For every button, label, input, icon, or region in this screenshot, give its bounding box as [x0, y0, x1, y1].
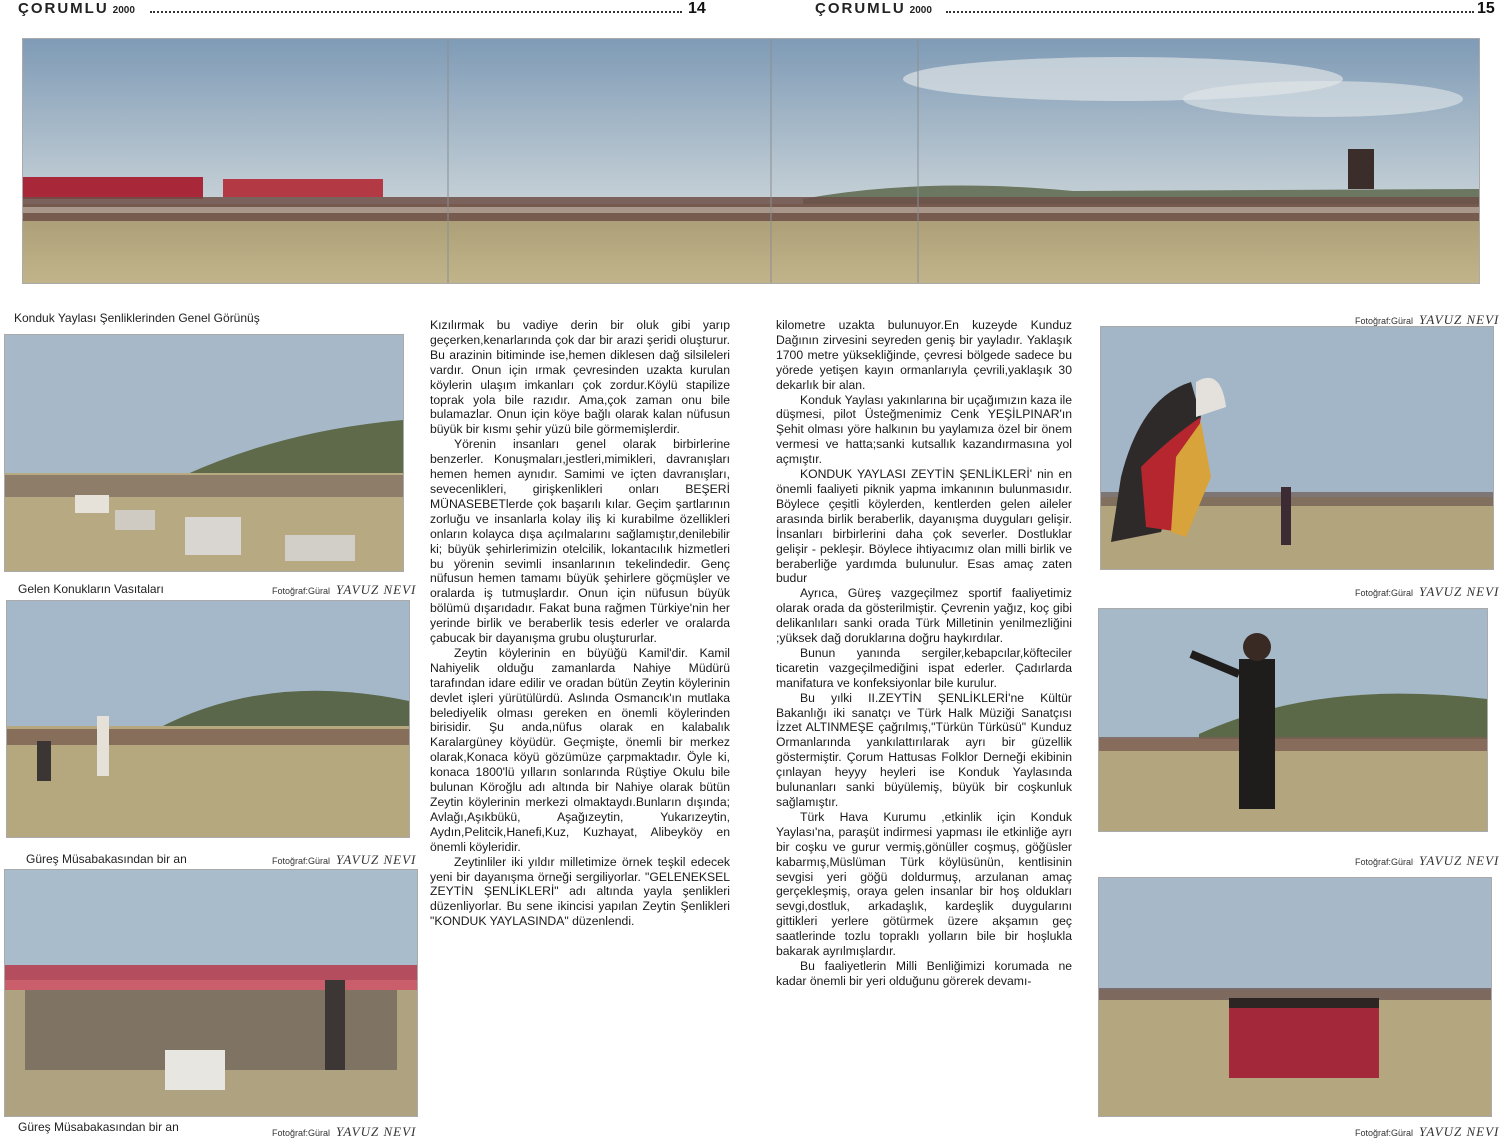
- photo-credit-7: [1355, 853, 1499, 869]
- paragraph: Yörenin insanları genel olarak birbirlerine benzerler. Konuşmaları,jestleri,mimikleri, davranışları hemen hemen aynıdır. Samimi ve içten davranışları, sevecenlikleri, girişkenlikleri onları BEŞERİ MÜNASEBETlerde çok başarılı kılar. Geçim şartlarının zorluğu ve insanlarla kolay iliş ki kurabilme özellikleri onların kolayca dışa açılmalarını sağlamıştır,denilebilir ki; büyük şehirlerimizin otelcilik, lokantacılık hizmetleri bu yörenin sevimli insanlarının tekelindedir. Genç nüfusun hemen tamamı büyük şehirlere göçmüşler ve oralarda iş tutmuşlardır. Onun için nüfusun büyük bölümü dışarıdadır. Fakat buna rağmen Türkiye'nin her yerinde birlik ve beraberlik tesis ederler ve oralarda çabucak bir dayanışma grubu oluştururlar.: [430, 437, 730, 646]
- panorama-photo: [22, 38, 1480, 284]
- credit-signature: YAVUZ NEVI: [1419, 312, 1500, 327]
- photo-credit-6: [1355, 584, 1499, 600]
- paragraph: KONDUK YAYLASI ZEYTİN ŞENLİKLERİ' nin en önemli faaliyeti piknik yapma imkanının bulunmasıdır. Böylece çeşitli köylerden, kentlerden gelen aileler arasında birlik beraberlik, dayanışma duyguları gelişir. İnsanları birbirlerini daha çok severler. Dostluklar gelişir - pekleşir. Böylece ihtiyacımız olan milli birlik ve beraberliğe yardımda bulunulur. Esas amaç zaten budur: [776, 467, 1072, 586]
- running-head-left: [18, 0, 135, 16]
- paragraph: Zeytinliler iki yıldır milletimize örnek teşkil edecek yeni bir dayanışma örneği sergiliyorlar. "GELENEKSEL ZEYTİN ŞENLİKLERİ" adı altında yayla şenlikleri düzenliyorlar. Bu sene ikincisi yapılan Zeytin Şenlikleri "KONDUK YAYLASINDA" düzenlendi.: [430, 854, 730, 929]
- credit-signature: YAVUZ NEVI: [336, 1124, 417, 1139]
- paragraph: Konduk Yaylası yakınlarına bir uçağımızın kaza ile düşmesi, pilot Üsteğmenimiz Cenk YEŞİLPINAR'ın Şehit olması yöre halkının bu yaylamıza özel bir önem vermesi ve hatta;sanki kutsallık kazandırmasına yol açmıştır.: [776, 392, 1072, 467]
- photo-parachute: [1100, 326, 1494, 570]
- credit-signature: YAVUZ NEVI: [1419, 1124, 1500, 1139]
- photo-caption-4: Güreş Müsabakasından bir an: [18, 1120, 179, 1134]
- year-left: 2000: [112, 5, 135, 16]
- photo-wrestling-1: [6, 600, 410, 838]
- credit-signature: YAVUZ NEVI: [1419, 853, 1500, 868]
- photo-singer: [1098, 608, 1488, 832]
- paragraph: Ayrıca, Güreş vazgeçilmez sportif faaliyetimiz olarak orada da gösterilmiştir. Çevrenin yağız, koç gibi delikanlıları sanki orada Türk Milletinin yenilmezliğini ;yüksek dağ doruklarına doğru haykırdılar.: [776, 586, 1072, 646]
- photo-wrestling-2: [4, 869, 418, 1117]
- running-head-right: [815, 0, 932, 16]
- brand-left: ÇORUMLU: [18, 0, 109, 16]
- credit-signature: YAVUZ NEVI: [1419, 584, 1500, 599]
- paragraph: Bu faaliyetlerin Milli Benliğimizi korumada ne kadar önemli bir yeri olduğunu görerek devamı-: [776, 958, 1072, 988]
- credit-signature: YAVUZ NEVI: [336, 582, 417, 597]
- paragraph: Türk Hava Kurumu ,etkinlik için Konduk Yaylası'na, paraşüt indirmesi yapması ile etkinliğe ayrı bir coşku ve gurur vermiş,gönüller coşmuş, göğüsler kabarmış,Müslüman Türk köylüsünün, kentlisinin sevgisi yeri göğü doldurmuş, arzulanan amaç gerçekleşmiş, oraya gelen insanlar bir hoş oldukları sevgi,dostluk, arkadaşlık, kardeşlik duygularını gittikleri yerlere götürmek üzere akşamın geç saatlerinde tozlu topraklı yolların bile bir hoşlukla bakarak ayrılmışlardır.: [776, 809, 1072, 959]
- article-column-left: [430, 318, 730, 1128]
- paragraph: Zeytin köylerinin en büyüğü Kamil'dir. Kamil Nahiyelik olduğu zamanlarda Nahiye Müdürü tarafından idare edilir ve oradan bütün Zeytin köylerinin devlet işleri yürütülürdü. Aslında Osmancık'ın mutlaka belediyelik olması gereken en önemli köylerinden birisidir. Şu anda,nüfus olarak en kalabalık Karalargüney köyüdür. Geçmişte, önemli bir merkez olarak,Konaca köyü gözümüze çarpmaktadır. Öyle ki, konaca 1800'lü yılların sonlarında Rüştiye Okulu bile bulunan Köroğlu adı altında bir Nahiye olarak bütün Zeytin köylerinin merkezi olmaktaydı.Bunların dışında; Avlağı,Aşıkbükü, Aşağızeytin, Yukarızeytin, Aydın,Pelitcik,Hanefi,Kuz, Kuzhayat, Alibeyköy en önemli köyleridir.: [430, 645, 730, 854]
- credit-signature: YAVUZ NEVI: [336, 852, 417, 867]
- credit-label: Fotoğraf:Güral: [1355, 1128, 1414, 1138]
- page-number-left: 14: [688, 0, 706, 17]
- photo-credit-8: [1355, 1124, 1499, 1140]
- paragraph: kilometre uzakta bulunuyor.En kuzeyde Kunduz Dağının zirvesini seyreden geniş bir yayladır. Yaklaşık 1700 metre yüksekliğinde, çevresi bölgede sadece bu yörede yetişen kayın ormanlarıyla çevrili,yaklaşık 30 dekarlık bir alan.: [776, 318, 1072, 392]
- article-column-right: [776, 318, 1072, 1128]
- header-rule-right: [946, 11, 1474, 13]
- credit-label: Fotoğraf:Güral: [272, 1128, 331, 1138]
- credit-label: Fotoğraf:Güral: [1355, 857, 1414, 867]
- credit-label: Fotoğraf:Güral: [1355, 588, 1414, 598]
- photo-caption-2: Gelen Konukların Vasıtaları: [18, 582, 164, 596]
- photo-credit-4: [272, 1124, 416, 1140]
- photo-caption-1: Konduk Yaylası Şenliklerinden Genel Görünüş: [14, 311, 260, 325]
- paragraph: Bu yılki II.ZEYTİN ŞENLİKLERİ'ne Kültür Bakanlığı iki sanatçı ve Türk Halk Müziği Sanatçısı İzzet ALTINMEŞE çağrılmış,"Türkün Türküsü" Kunduz Ormanlarında yankılattırılarak ayrı bir güzellik göstermiştir. Çorum Hattusas Folklor Derneği ekibinin çınlayan heyyy heyleri ise Konduk Yaylasında bulunanları sanki büyülemiş, büyük bir coşkunluk sağlamıştır.: [776, 690, 1072, 809]
- brand-right: ÇORUMLU: [815, 0, 906, 16]
- credit-label: Fotoğraf:Güral: [1355, 316, 1414, 326]
- paragraph: Kızılırmak bu vadiye derin bir oluk gibi yarıp geçerken,kenarlarında çok dar bir arazi şeridi oluşturur. Bu arazinin bitiminde ise,hemen diklesen dağ silsileleri vardır. Onun için ırmak çevresinden uzakta kurulan köylerin ulaşım imkanları çok zordur.Köylü stapilize toprak yola bile razıdır. Ama,çok zaman onu bile bulamazlar. Onun için köye bağlı olarak kalan nüfusun büyük bir kısmı şehir yüzü bile görmemişlerdir.: [430, 318, 730, 437]
- paragraph: Bunun yanında sergiler,kebapcılar,köfteciler ticaretin vazgeçilmediğini ispat ederler. Çadırlarda manifatura ve konfeksiyonlar bile kurulur.: [776, 645, 1072, 690]
- page-number-right: 15: [1477, 0, 1495, 17]
- credit-label: Fotoğraf:Güral: [272, 586, 331, 596]
- header-rule-left: [150, 11, 682, 13]
- credit-label: Fotoğraf:Güral: [272, 856, 331, 866]
- photo-caption-3: Güreş Müsabakasından bir an: [26, 852, 187, 866]
- year-right: 2000: [909, 5, 932, 16]
- photo-folk-dance: [1098, 877, 1492, 1117]
- photo-credit-3: [272, 852, 416, 868]
- photo-vehicles: [4, 334, 404, 572]
- photo-credit-2: [272, 582, 416, 598]
